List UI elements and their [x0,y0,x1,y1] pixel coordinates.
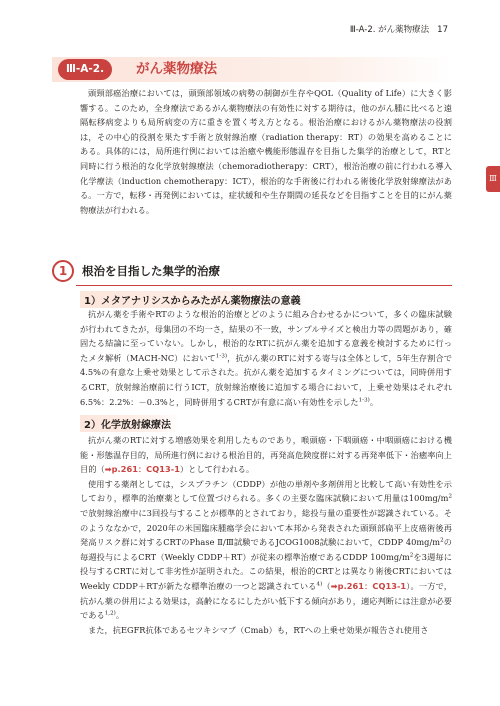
meta-analysis-text [80,307,452,409]
crt-text [80,433,452,637]
subheading-crt: 2）化学放射線療法 [80,415,179,432]
crt-paragraph-3: また，抗EGFR抗体であるセツキシマブ（Cmab）も，RTへの上乗せ効果が報告され使用さ [88,624,429,635]
topic-rule [76,285,452,286]
citation: 1-3) [215,353,228,360]
citation: 1,2) [104,610,116,617]
topic-label: 根治を目指した集学的治療 [82,264,220,278]
topic-heading [52,260,452,286]
chapter-edge-tab: Ⅲ [486,166,500,192]
meta-analysis-paragraph: 抗がん薬を手術やRTのような根治的治療とどのように組み合わせるかについて，多くの臨床試験が行われてきたが，母集団の不均一さ，結果の不一致，サンプルサイズと検出力等の問題があり，確固たる結論に至っていない。しかし，根治的なRTに抗がん薬を追加する意義を検討するために行ったメタ解析（MACH-NC）において$^{1-3)}$，抗がん薬のRTに対する寄与は全体として，5年生存割合で4.5%の有意な上乗せ効果として示された。抗がん薬を追加するタイミングについては，同時併用するCRT，放射線治療前に行うICT，放射線治療後に追加する場合において，上乗せ効果はそれぞれ6.5%：2.2%：－0.3%と，同時併用するCRTが有意に高い有効性を示した$^{1-3)}$。 [80,309,453,407]
section-title: がん薬物療法 [136,61,217,77]
cross-reference-link[interactable]: ➡p.261：CQ13-1 [104,464,180,475]
crt-paragraph-1: 抗がん薬のRTに対する増感効果を利用したものであり，喉頭癌・下咽頭癌・中咽頭癌における機能・形態温存目的，局所進行例における根治目的，再発高危険度群に対する再発率低下・治癒率向上目的（➡p.261：CQ13-1）として行われる。 [80,435,452,475]
intro-text [80,86,452,217]
intro-paragraph: 頭頸部癌治療においては，頭頸部領域の病勢の制御が生存やQOL（Quality of Life）に大きく影響する。このため，全身療法であるがん薬物療法の有効性に対する期待は，他のがん腫に比べると遠隔転移病変よりも局所病変の方に重きを置く考え方となる。根治治療におけるがん薬物療法の役割は，その中心的役割を果たす手術と放射線治療（radiation therapy：RT）の効果を高めることにある。具体的には，局所進行例においては治癒や機能形態温存を目指した集学的治療として，RTと同時に行う根治的な化学放射線療法（chemoradiotherapy：CRT），根治治療の前に行われる導入化学療法（induction chemotherapy：ICT），根治的な手術後に行われる術後化学放射線療法がある。一方で，転移・再発例においては，症状緩和や生存期間の延長などを目指すことを目的にがん薬物療法が行われる。 [80,88,452,215]
section-number-badge: Ⅲ-A-2. [58,59,112,80]
cross-reference-link[interactable]: ➡p.261：CQ13-1 [330,580,407,591]
crt-paragraph-2: 使用する薬剤としては，シスプラチン（CDDP）が他の単剤や多剤併用と比較して高い有効性を示しており，標準的治療薬として位置づけられる。多くの主要な臨床試験において用量は$100mg/m^2$で放射線治療中に3回投与することが標準的とされており，総投与量の重要性が認識されている。そのようななかで，2020年の米国臨床腫瘍学会において本邦から発表された頭頸部扁平上皮癌術後再発高リスク群に対するCRTのPhase Ⅱ/Ⅲ試験であるJCOG1008試験において，CDDP $40mg/m^2$の毎週投与によるCRT（Weekly CDDP＋RT）が従来の標準治療であるCDDP $100mg/m^2$を3週毎に投与するCRTに対して非劣性が証明された。この結果，根治的CRTとは異なり術後CRTにおいてはWeekly CDDP＋RTが新たな標準治療の一つと認識されている$^{4)}$（➡p.261：CQ13-1）。一方で，抗がん薬の併用による効果は，高齢になるにしたがい低下する傾向があり，適応判断には注意が必要である$^{1,2)}$。 [80,478,452,621]
running-head [350,23,448,35]
citation: 4) [316,581,323,588]
topic-number: 1 [52,260,74,282]
running-head-section: Ⅲ-A-2. がん薬物療法 [349,25,430,35]
section-title-bar [52,57,452,82]
citation: 1-3) [358,396,370,403]
page-number: 17 [437,25,448,35]
subheading-meta-analysis: 1）メタアナリシスからみたがん薬物療法の意義 [80,291,309,308]
